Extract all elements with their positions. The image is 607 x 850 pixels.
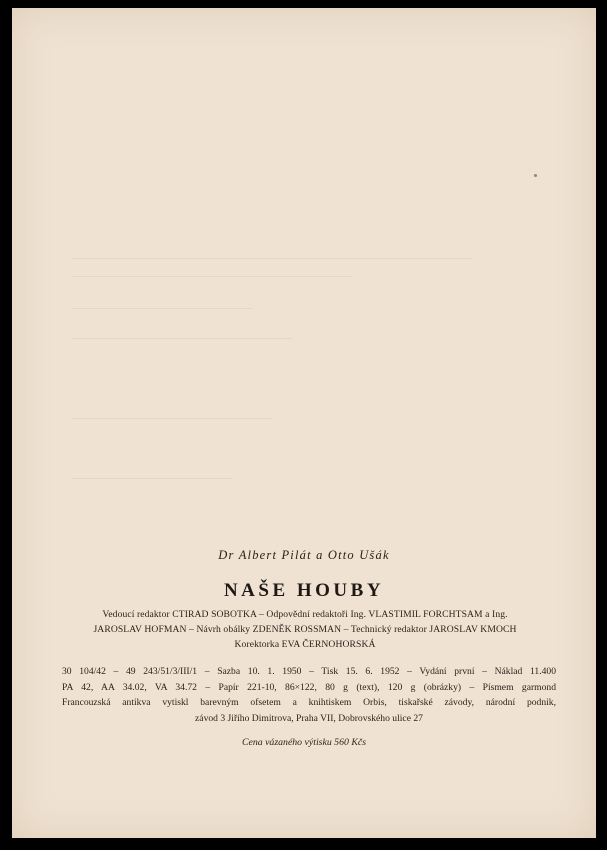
show-through-line xyxy=(72,478,232,479)
imprint-line: závod 3 Jiřího Dimitrova, Praha VII, Dobrovského ulice 27 xyxy=(195,712,423,724)
show-through-line xyxy=(72,308,252,309)
show-through-line xyxy=(72,276,352,277)
credits-line: Vedoucí redaktor CTIRAD SOBOTKA – Odpovědní redaktoři Ing. VLASTIMIL FORCHTSAM a Ing. xyxy=(102,609,508,620)
show-through-heading xyxy=(267,176,272,193)
book-page xyxy=(12,8,596,838)
paper-speck xyxy=(534,174,537,177)
imprint-line: Francouzská antikva vytiskl barevným ofsetem a knihtiskem Orbis, tiskařské závody, národní podnik, xyxy=(62,697,556,708)
imprint-line: PA 42, AA 34.02, VA 34.72 – Papír 221-10, 86×122, 80 g (text), 120 g (obrázky) – Písmem garmond xyxy=(62,681,556,693)
show-through-line xyxy=(72,258,472,259)
editorial-credits xyxy=(62,607,548,652)
authors-line: Dr Albert Pilát a Otto Ušák xyxy=(218,548,390,562)
imprint-line: 30 104/42 – 49 243/51/3/III/1 – Sazba 10. 1. 1950 – Tisk 15. 6. 1952 – Vydání první – Náklad 11.400 xyxy=(62,666,556,677)
credits-line: JAROSLAV HOFMAN – Návrh obálky ZDENĚK ROSSMAN – Technický redaktor JAROSLAV KMOCH xyxy=(93,624,517,635)
show-through-line xyxy=(72,418,272,419)
book-title: NAŠE HOUBY xyxy=(223,580,385,601)
credits-line: Korektorka EVA ČERNOHORSKÁ xyxy=(234,639,376,650)
show-through-line xyxy=(72,338,292,339)
price-line: Cena vázaného výtisku 560 Kčs xyxy=(241,737,367,748)
printing-imprint xyxy=(62,664,556,726)
